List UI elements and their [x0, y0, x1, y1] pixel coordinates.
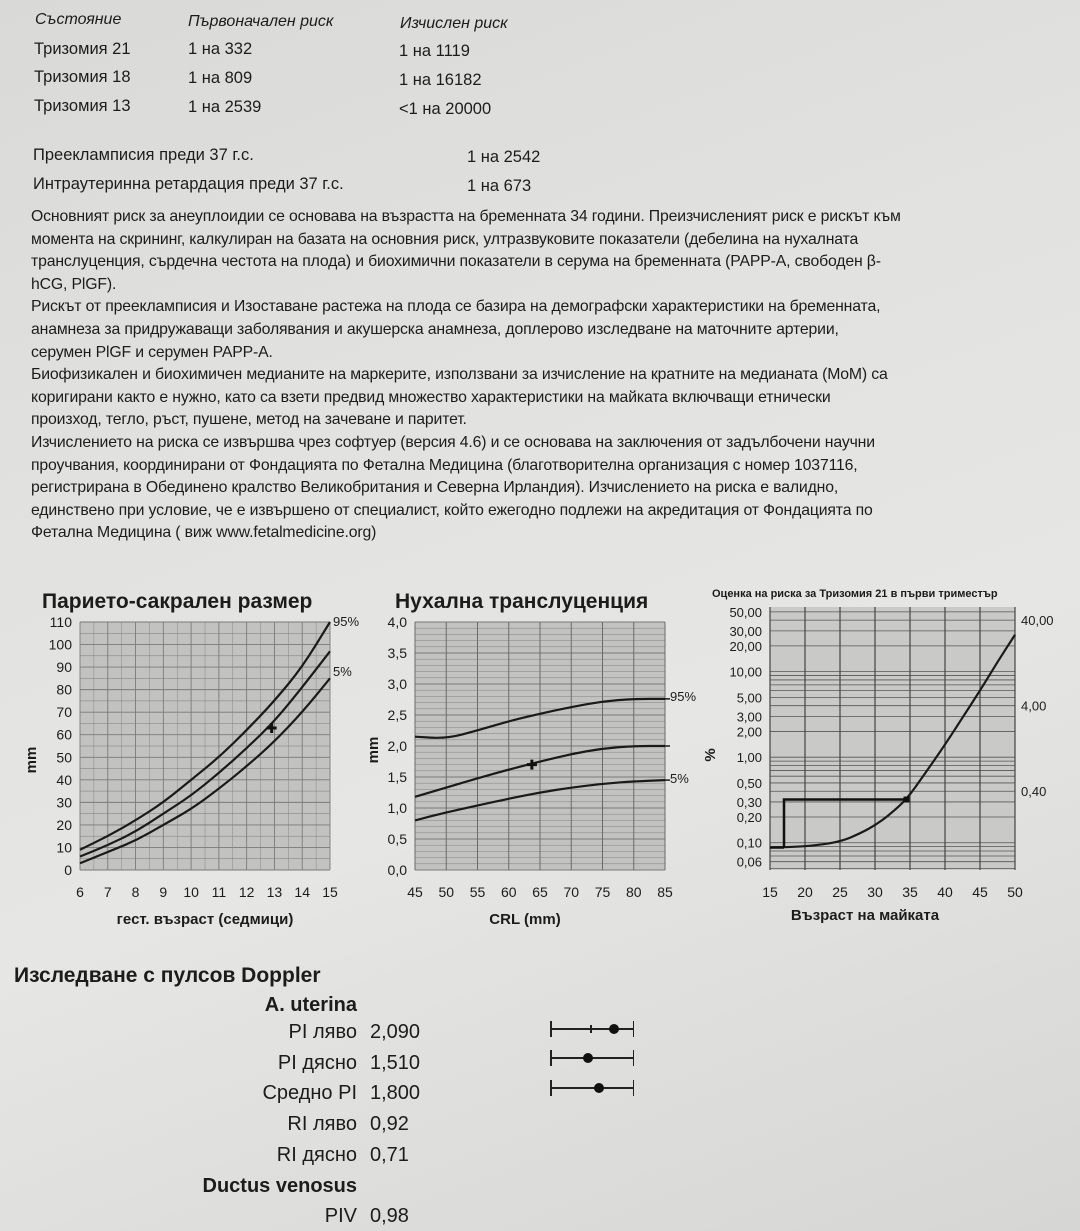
calculated-risk: <1 на 20000 [399, 100, 492, 118]
y-tick-label: 4,00 [1021, 698, 1047, 714]
measure-label: RI дясно [276, 1144, 357, 1166]
measure-value: 0,92 [370, 1113, 409, 1135]
label-95: 95% [670, 689, 697, 704]
x-tick-label: 6 [76, 884, 84, 900]
nt-chart [365, 580, 710, 935]
y-axis-label: mm [23, 746, 40, 774]
label-5: 5% [670, 771, 689, 786]
y-tick-label: 10,00 [729, 664, 762, 680]
y-tick-label: 70 [56, 704, 72, 721]
y-tick-label: 1,0 [387, 800, 407, 816]
chart-title: Оценка на риска за Тризомия 21 в първи триместър [712, 588, 998, 600]
x-tick-label: 70 [563, 884, 580, 900]
explanation-line: анамнеза за придружаващи заболявания и акушерска анамнеза, доплерово изследване на маточните артерии, [31, 320, 839, 338]
plot-area [80, 622, 330, 870]
explanation-line: hCG, PlGF). [31, 275, 117, 293]
y-tick-label: 5,00 [736, 690, 762, 706]
y-tick-label: 0,30 [736, 794, 762, 810]
y-tick-label: 3,5 [387, 645, 407, 661]
y-tick-label: 1,00 [736, 750, 762, 766]
risk-label: Преекламписия преди 37 г.с. [33, 146, 254, 164]
x-tick-label: 30 [867, 884, 883, 900]
risk-value: 1 на 2542 [467, 148, 541, 166]
range-cap-low [550, 1080, 552, 1096]
x-tick-label: 7 [103, 884, 112, 900]
initial-risk: 1 на 2539 [188, 98, 262, 116]
measure-value: 1,510 [370, 1052, 421, 1074]
y-tick-label: 3,00 [736, 709, 762, 725]
range-line [550, 1028, 634, 1030]
y-tick-label: 30,00 [729, 623, 762, 639]
y-tick-label: 10 [56, 839, 72, 856]
measure-label: Средно PI [262, 1082, 357, 1104]
median-tick [590, 1025, 592, 1033]
y-tick-label: 40 [56, 771, 72, 788]
y-tick-label: 0,40 [1021, 784, 1047, 800]
label-5: 5% [333, 664, 352, 679]
x-tick-label: 85 [657, 884, 673, 900]
risk-point [904, 797, 910, 803]
x-tick-label: 80 [625, 884, 642, 900]
y-tick-label: 4,0 [387, 614, 407, 630]
condition: Тризомия 13 [34, 97, 131, 115]
explanation-line: единствено при условие, че е извършено от специалист, който ежегодно подлежи на акредитация от Фондацията по [31, 501, 873, 519]
y-tick-label: 1,5 [387, 769, 407, 785]
y-tick-label: 40,00 [1021, 613, 1054, 629]
initial-risk: 1 на 332 [188, 40, 253, 58]
x-axis-label: CRL (mm) [489, 911, 561, 928]
x-tick-label: 50 [1007, 884, 1023, 900]
x-tick-label: 45 [407, 884, 423, 900]
y-tick-label: 0,20 [736, 809, 762, 825]
t21-risk-chart [700, 580, 1080, 935]
initial-risk: 1 на 809 [188, 69, 253, 87]
x-tick-label: 15 [322, 884, 338, 900]
x-tick-label: 55 [469, 884, 486, 900]
col-header-condition: Състояние [35, 11, 122, 28]
range-indicator [550, 1080, 634, 1096]
y-tick-label: 2,5 [387, 707, 407, 723]
explanation-line: Фетална Медицина ( виж www.fetalmedicine.org) [31, 524, 377, 542]
condition: Тризомия 21 [34, 40, 131, 58]
y-tick-label: 60 [56, 726, 72, 743]
x-tick-label: 50 [438, 884, 455, 900]
x-tick-label: 35 [902, 884, 918, 900]
explanation-line: Изчислението на риска се извършва чрез софтуер (версия 4.6) и се основава на заключения от задълбочени научни [31, 433, 875, 451]
x-tick-label: 12 [238, 884, 255, 900]
x-tick-label: 25 [832, 884, 848, 900]
explanation-line: коригирани както е нужно, като са взети предвид множество характеристики на майката включващи етнически [31, 388, 831, 406]
y-tick-label: 20,00 [729, 638, 762, 654]
explanation-line: проучвания, координирани от Фондацията по Фетална Медицина (благотворителна организация с номер 1037116, [31, 456, 858, 474]
measure-value: 1,800 [370, 1082, 421, 1104]
explanation-line: момента на скрининг, калкулиран на базата на основния риск, ултразвуковите показатели (дебелина на нухалната [31, 230, 859, 248]
x-tick-label: 75 [594, 884, 611, 900]
x-tick-label: 9 [159, 884, 168, 900]
x-tick-label: 14 [294, 884, 311, 900]
explanation-line: Основният риск за анеуплоидии се основава на възрастта на бременната 34 години. Преизчисленият риск е рискът към [31, 208, 901, 225]
y-tick-label: 2,00 [736, 724, 762, 740]
uterina-label: A. uterina [264, 994, 357, 1016]
x-tick-label: 11 [211, 884, 227, 900]
y-tick-label: 0,10 [736, 835, 762, 851]
y-tick-label: 0,0 [387, 862, 407, 878]
range-cap-low [550, 1021, 552, 1037]
y-tick-label: 100 [48, 636, 72, 653]
explanation-line: произход, тегло, ръст, пушене, метод на зачеване и паритет. [31, 411, 467, 429]
explanation-line: транслуценция, сърдечна честота на плода) и биохимични показатели в серума на бременната (PAPP-A, свободен β- [31, 253, 881, 271]
measure-label: PIV [324, 1205, 357, 1227]
measure-label: PI ляво [288, 1021, 357, 1043]
range-cap-low [550, 1050, 552, 1066]
y-tick-label: 90 [56, 659, 72, 676]
y-tick-label: 30 [56, 794, 72, 811]
y-axis-label: mm [365, 736, 382, 764]
value-dot [594, 1083, 604, 1093]
measure-label: PI дясно [277, 1052, 357, 1074]
risk-label: Интраутеринна ретардация преди 37 г.с. [33, 175, 344, 193]
x-tick-label: 15 [762, 884, 778, 900]
x-tick-label: 65 [532, 884, 548, 900]
crl-chart [0, 580, 370, 935]
label-95: 95% [333, 614, 360, 629]
condition: Тризомия 18 [34, 68, 131, 86]
measure-label: RI ляво [287, 1113, 357, 1135]
col-header-initial-risk: Първоначален риск [188, 13, 334, 30]
measure-value: 0,98 [370, 1205, 409, 1227]
y-tick-label: 0,5 [387, 831, 407, 847]
range-cap-high [633, 1080, 635, 1096]
calculated-risk: 1 на 1119 [399, 42, 470, 60]
x-tick-label: 20 [797, 884, 813, 900]
value-dot [583, 1053, 593, 1063]
x-tick-label: 8 [131, 884, 140, 900]
range-indicator [550, 1050, 634, 1066]
explanation-line: серумен PlGF и серумен PAPP-A. [31, 343, 273, 361]
risk-value: 1 на 673 [467, 177, 532, 195]
x-axis-label: Възраст на майката [790, 907, 940, 924]
y-tick-label: 0,50 [736, 775, 762, 791]
x-tick-label: 10 [183, 884, 199, 900]
x-tick-label: 60 [500, 884, 517, 900]
y-axis-label: % [702, 748, 719, 762]
calculated-risk: 1 на 16182 [399, 71, 482, 89]
y-tick-label: 0 [64, 862, 72, 878]
explanation-line: регистрирана в Обединено кралство Великобритания и Северна Ирландия). Изчислението на риска е валидно, [31, 479, 839, 497]
y-tick-label: 2,0 [387, 738, 407, 754]
value-dot [609, 1024, 619, 1034]
y-tick-label: 0,06 [736, 854, 762, 870]
x-tick-label: 13 [266, 884, 283, 900]
chart-title: Парието-сакрален размер [42, 590, 313, 613]
x-tick-label: 40 [937, 884, 953, 900]
range-line [550, 1087, 634, 1089]
range-cap-high [633, 1021, 635, 1037]
explanation-line: Биофизикален и биохимичен медианите на маркерите, използвани за изчисление на кратните на медианата (MoM) са [31, 366, 888, 384]
plot-area [770, 607, 1015, 870]
range-cap-high [633, 1050, 635, 1066]
plot-background [770, 607, 1015, 870]
explanation-line: Рискът от преекламписия и Изоставане растежа на плода се базира на демографски характеристики на бременната, [31, 298, 881, 316]
chart-title: Нухална транслуценция [395, 590, 649, 613]
y-tick-label: 20 [56, 816, 72, 833]
ductus-venosus-label: Ductus venosus [202, 1175, 357, 1197]
x-tick-label: 45 [972, 884, 988, 900]
doppler-title: Изследване с пулсов Doppler [14, 964, 321, 987]
measure-value: 2,090 [370, 1021, 421, 1043]
range-indicator [550, 1021, 634, 1037]
y-tick-label: 50 [56, 749, 72, 766]
col-header-calculated-risk: Изчислен риск [400, 15, 508, 32]
measure-value: 0,71 [370, 1144, 409, 1166]
explanation-text [31, 206, 1076, 545]
y-tick-label: 110 [49, 614, 72, 630]
y-tick-label: 80 [56, 681, 72, 698]
y-tick-label: 50,00 [729, 604, 762, 620]
y-tick-label: 3,0 [387, 676, 407, 692]
x-axis-label: гест. възраст (седмици) [116, 911, 294, 928]
